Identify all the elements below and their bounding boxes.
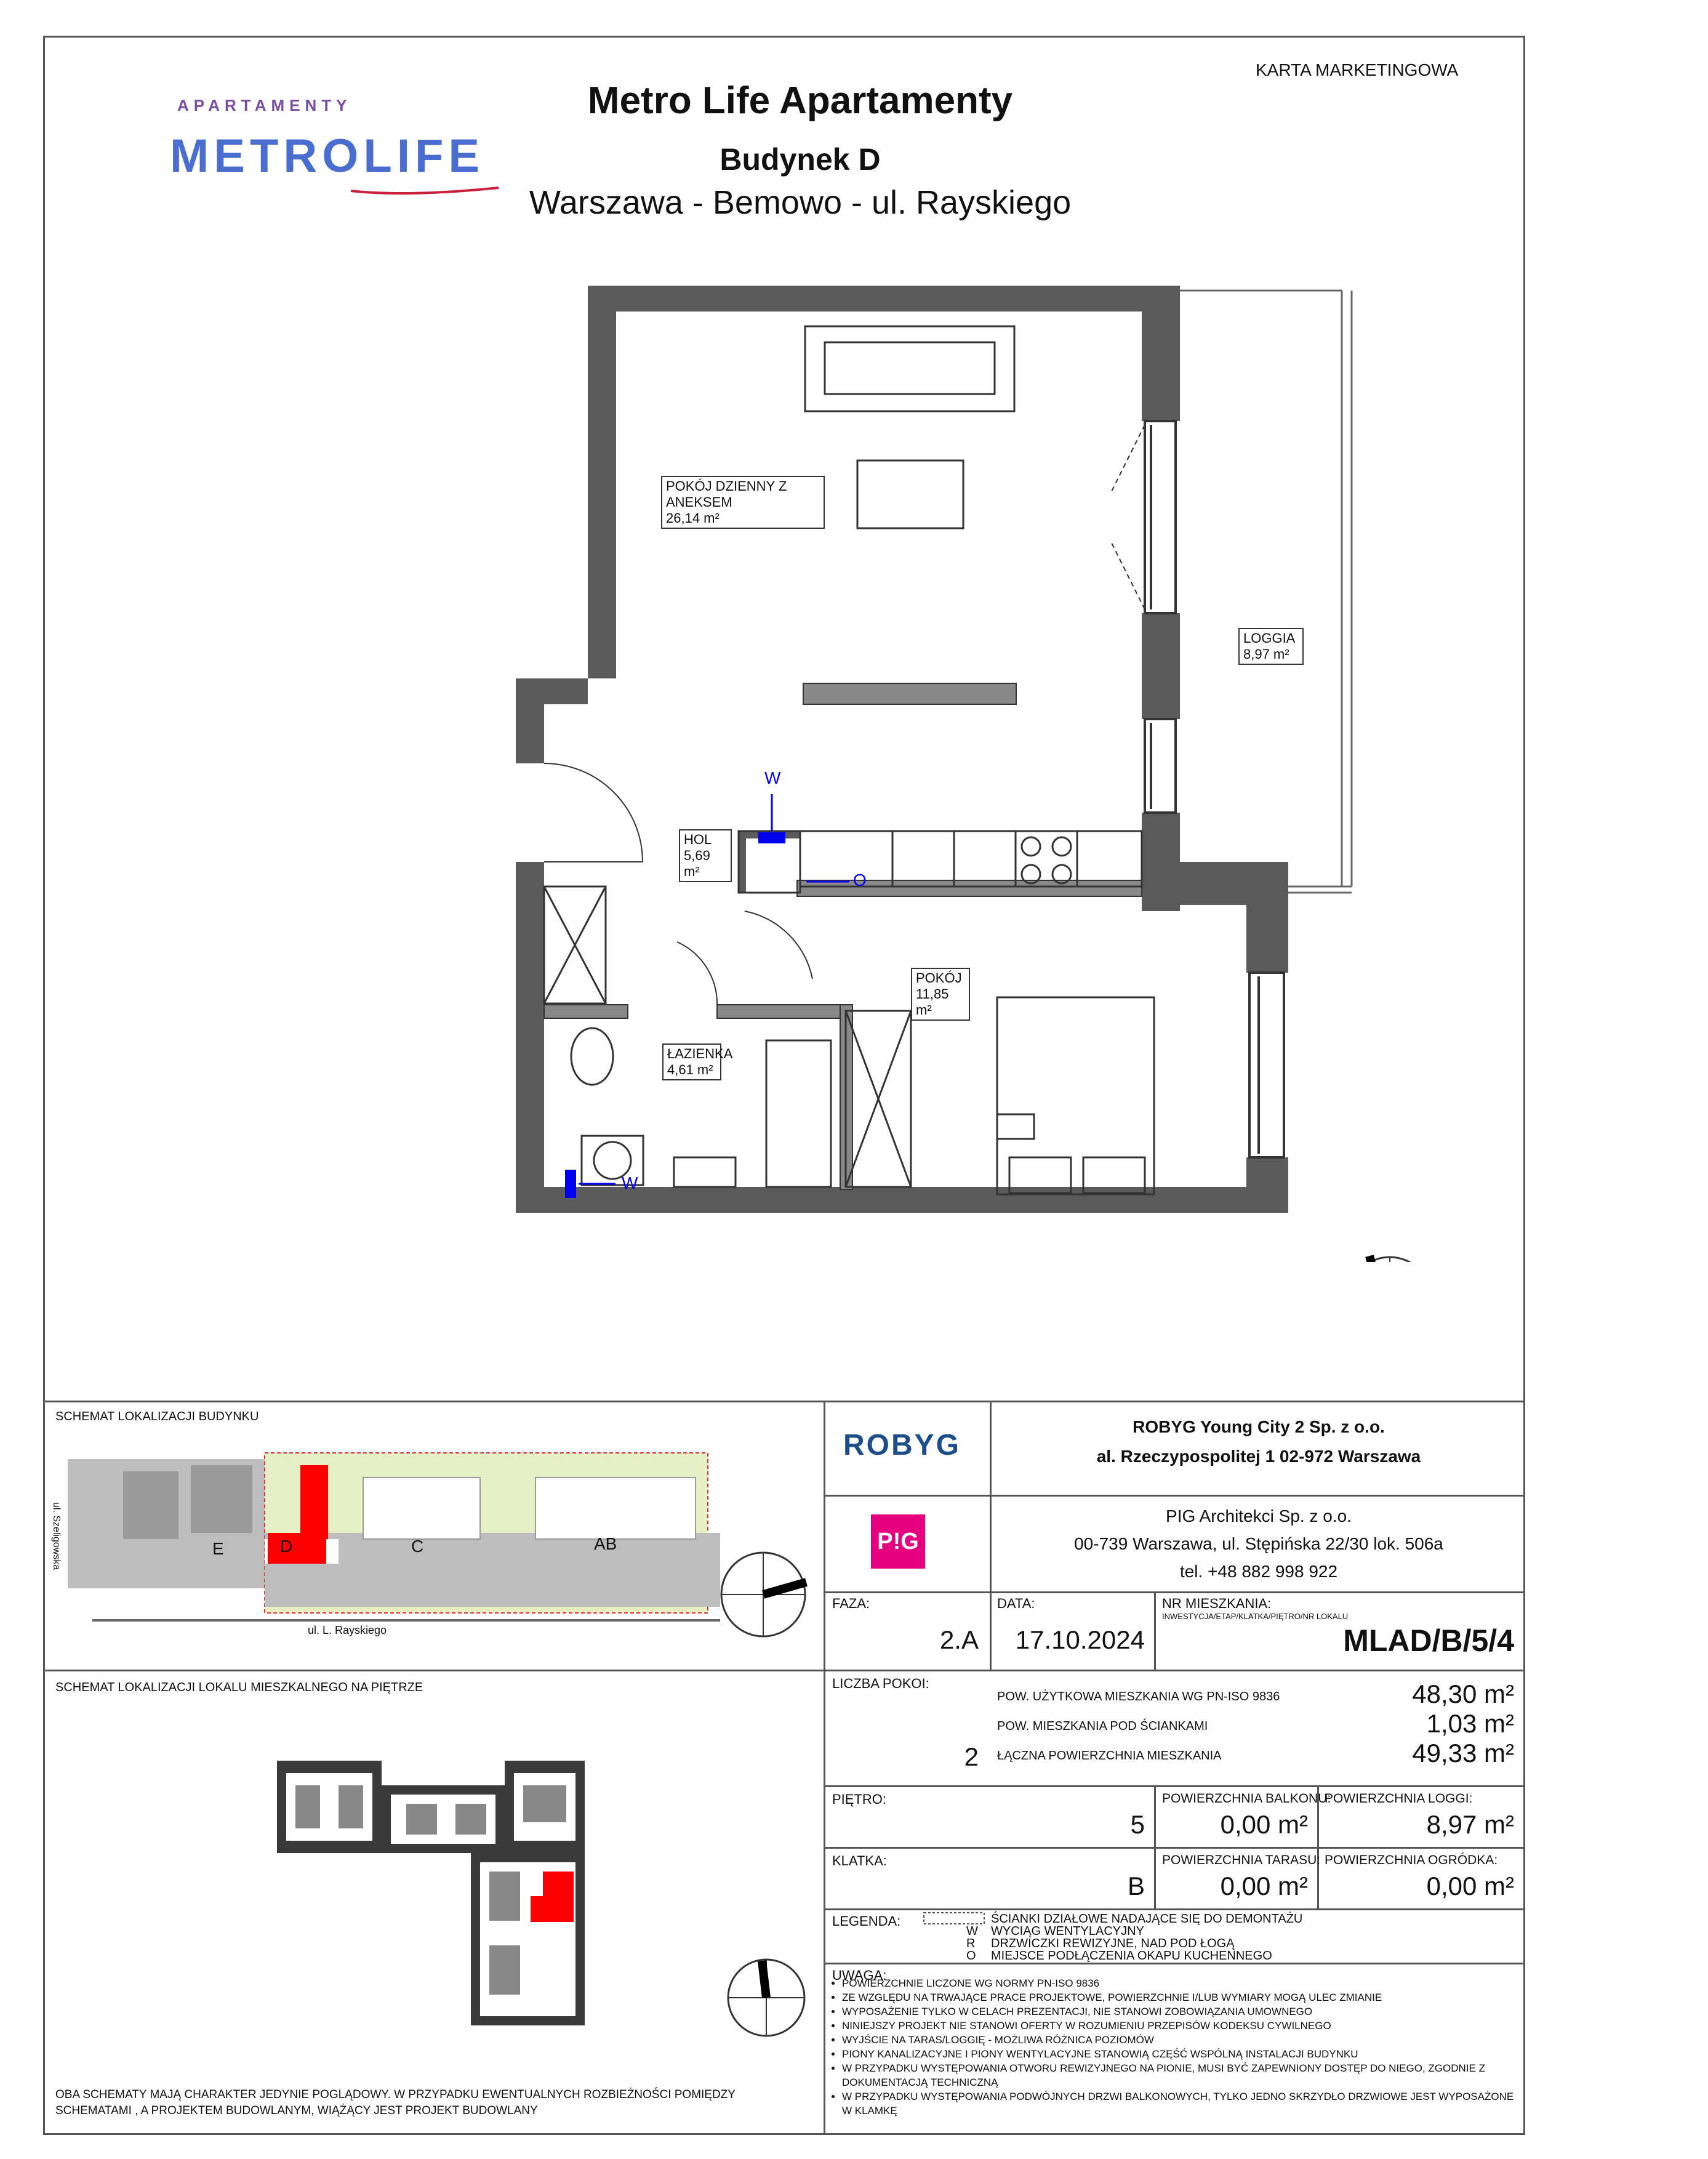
pow-laczna-value: 49,33 m² — [1412, 1739, 1514, 1767]
site-building-d: D — [280, 1537, 293, 1556]
site-schema — [68, 1441, 720, 1625]
ogrodek-label: POWIERZCHNIA OGRÓDKA: — [1325, 1853, 1498, 1867]
pietro-value: 5 — [1130, 1810, 1145, 1839]
floor-schema-title: SCHEMAT LOKALIZACJI LOKALU MIESZKALNEGO NA PIĘTRZE — [55, 1681, 423, 1694]
note-item: • W PRZYPADKU WYSTĘPOWANIA PODWÓJNYCH DRZWI BALKONOWYCH, TYLKO JEDNO SKRZYDŁO DRZWIOWE JEST WYPOSAŻONE W KLAMKĘ — [842, 2089, 1525, 2118]
legend-item-symbol: O — [966, 1949, 976, 1963]
balkon-label: POWIERZCHNIA BALKONU: — [1162, 1791, 1331, 1806]
note-item: • ZE WZGLĘDU NA TRWAJĄCE PRACE PROJEKTOWE, POWIERZCHNIE I/LUB WYMIARY MOGĄ ULEC ZMIANIE — [842, 1990, 1525, 2004]
marker-w-bottom: W — [622, 1173, 638, 1192]
room-name: POKÓJ — [916, 970, 962, 986]
site-schema-title: SCHEMAT LOKALIZACJI BUDYNKU — [55, 1410, 259, 1423]
nr-label: NR MIESZKANIA: — [1162, 1596, 1272, 1611]
balkon-value: 0,00 m² — [1220, 1810, 1308, 1839]
note-item: • W PRZYPADKU WYSTĘPOWANIA OTWORU REWIZYJNEGO NA PIONIE, MUSI BYĆ ZAPEWNIONY DOSTĘP DO NIEGO, ZGODNIE Z DOKUMENTACJĄ TECHNICZNĄ — [842, 2061, 1525, 2089]
room-area: 4,61 m² — [667, 1062, 713, 1077]
street-bottom: ul. L. Rayskiego — [308, 1624, 387, 1636]
legend-item-text: MIEJSCE PODŁĄCZENIA OKAPU KUCHENNEGO — [991, 1949, 1272, 1963]
nr-sublabel: INWESTYCJA/ETAP/KLATKA/PIĘTRO/NR LOKALU — [1162, 1612, 1349, 1621]
architect-address: 00-739 Warszawa, ul. Stępińska 22/30 lok. 506a — [1074, 1534, 1443, 1553]
room-area: 26,14 m² — [666, 510, 720, 526]
disclaimer: OBA SCHEMATY MAJĄ CHARAKTER JEDYNIE POGLĄDOWY. W PRZYPADKU EWENTUALNYCH ROZBIEŻNOŚCI POMIĘDZY SCHEMATAMI , A PROJEKTEM BUDOWLANYM, WIĄŻĄCY JEST PROJEKT BUDOWLANY — [55, 2088, 736, 2117]
room-label-pokoj — [911, 968, 970, 1021]
street-side: ul. Szeligowska — [51, 1502, 62, 1570]
legend-item-text: DRZWICZKI REWIZYJNE, NAD POD ŁOGĄ — [991, 1937, 1235, 1950]
site-building-c: C — [411, 1537, 424, 1556]
developer-address: al. Rzeczypospolitej 1 02-972 Warszawa — [1096, 1447, 1421, 1466]
loggia-label: POWIERZCHNIA LOGGI: — [1325, 1791, 1473, 1806]
room-name: LOGGIA — [1243, 630, 1296, 646]
walls — [516, 286, 1288, 1213]
site-building-e: E — [212, 1539, 224, 1558]
marker-w-top: W — [764, 768, 781, 787]
north-arrow-floor — [720, 1952, 812, 2044]
pow-skosy-value: 1,03 m² — [1426, 1709, 1514, 1738]
room-area: 8,97 m² — [1243, 646, 1289, 662]
note-item: • WYPOSAŻENIE TYLKO W CELACH PREZENTACJI, NIE STANOWI ZOBOWIĄZANIA UMOWNEGO — [842, 2004, 1525, 2019]
data-value: 17.10.2024 — [1015, 1625, 1145, 1654]
nr-value: MLAD/B/5/4 — [1343, 1623, 1514, 1658]
legend-item-symbol: W — [966, 1924, 978, 1938]
pow-uzytkowa-label: POW. UŻYTKOWA MIESZKANIA WG PN-ISO 9836 — [997, 1690, 1280, 1703]
legend-hatch-icon — [923, 1912, 985, 1924]
site-building-ab: AB — [594, 1534, 617, 1553]
room-label-hol — [679, 829, 732, 882]
pow-uzytkowa-value: 48,30 m² — [1412, 1679, 1514, 1708]
klatka-value: B — [1127, 1872, 1145, 1900]
robyg-logo: ROBYG — [843, 1429, 961, 1461]
data-label: DATA: — [997, 1596, 1035, 1611]
floor-schema — [259, 1748, 615, 2032]
note-item: • WYJŚCIE NA TARAS/LOGGIĘ - MOŻLIWA RÓŻNICA POZIOMÓW — [842, 2033, 1525, 2047]
pow-skosy-label: POW. MIESZKANIA POD ŚCIANKAMI — [997, 1719, 1208, 1733]
pokoje-label: LICZBA POKOI: — [832, 1676, 929, 1691]
room-name: POKÓJ DZIENNY Z ANEKSEM — [666, 478, 787, 510]
room-area: 11,85 m² — [916, 986, 949, 1018]
north-arrow-plan — [1348, 1257, 1432, 1262]
ogrodek-value: 0,00 m² — [1426, 1872, 1514, 1900]
pig-logo — [871, 1514, 925, 1569]
room-label-lazienka — [662, 1043, 733, 1080]
faza-value: 2.A — [939, 1625, 979, 1654]
klatka-label: KLATKA: — [832, 1853, 887, 1868]
page-title: Metro Life Apartamenty — [587, 79, 1013, 122]
pietro-label: PIĘTRO: — [832, 1791, 887, 1807]
legend-item-text: WYCIĄG WENTYLACYJNY — [991, 1924, 1144, 1938]
notes-title: UWAGA: — [832, 1968, 887, 1983]
architect-phone: tel. +48 882 998 922 — [1179, 1562, 1338, 1581]
room-name: HOL — [684, 832, 712, 847]
room-name: ŁAZIENKA — [667, 1046, 733, 1061]
architect-name: PIG Architekci Sp. z o.o. — [1166, 1506, 1352, 1526]
taras-label: POWIERZCHNIA TARASU: — [1162, 1853, 1321, 1867]
logo-top-text: APARTAMENTY — [177, 96, 352, 115]
notes-list — [832, 1976, 1525, 2118]
legend-item-symbol: R — [966, 1937, 976, 1950]
room-label-loggia — [1238, 628, 1304, 665]
taras-value: 0,00 m² — [1220, 1872, 1308, 1900]
faza-label: FAZA: — [832, 1596, 870, 1611]
note-item: • PIONY KANALIZACYJNE I PIONY WENTYLACYJNE STANOWIĄ CZĘŚĆ WSPÓLNĄ INSTALACJI BUDYNKU — [842, 2047, 1525, 2061]
note-item: • NINIEJSZY PROJEKT NIE STANOWI OFERTY W ROZUMIENIU PRZEPISÓW KODEKSU CYWILNEGO — [842, 2019, 1525, 2033]
building-name: Budynek D — [720, 142, 881, 177]
marker-o: O — [853, 870, 867, 890]
loggia-value: 8,97 m² — [1426, 1810, 1514, 1839]
card-type: KARTA MARKETINGOWA — [1256, 60, 1459, 79]
pig-logo-text: P!G — [877, 1528, 919, 1554]
legend-item-text: ŚCIANKI DZIAŁOWE NADAJĄCE SIĘ DO DEMONTAŻU — [991, 1912, 1303, 1926]
room-area: 5,69 m² — [684, 848, 710, 879]
pow-laczna-label: ŁĄCZNA POWIERZCHNIA MIESZKANIA — [997, 1749, 1222, 1763]
north-arrow-site — [714, 1545, 812, 1644]
location: Warszawa - Bemowo - ul. Rayskiego — [529, 184, 1072, 221]
logo-main-text: METROLIFE — [170, 130, 485, 182]
room-label-living — [661, 476, 825, 529]
note-item: • POWIERZCHNIE LICZONE WG NORMY PN-ISO 9836 — [842, 1976, 1525, 1990]
developer-name: ROBYG Young City 2 Sp. z o.o. — [1133, 1417, 1385, 1436]
pokoje-value: 2 — [964, 1742, 979, 1771]
legend-title: LEGENDA: — [832, 1913, 901, 1929]
